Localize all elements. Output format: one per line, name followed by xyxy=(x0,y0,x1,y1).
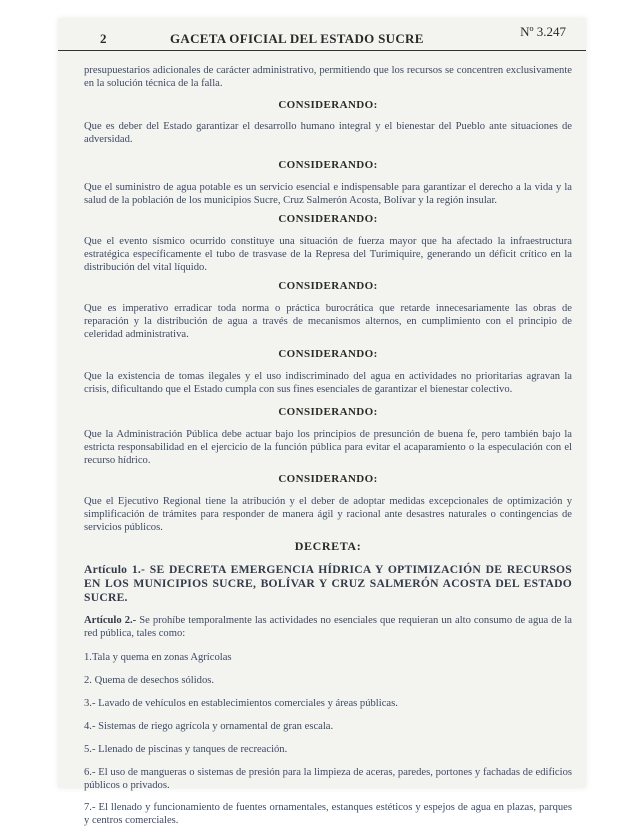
page-number: 2 xyxy=(100,31,107,46)
issue-number: Nº 3.247 xyxy=(520,24,566,39)
considerando-heading: CONSIDERANDO: xyxy=(278,473,378,485)
article-2-item: 2. Quema de desechos sólidos. xyxy=(84,675,215,686)
considerando-paragraph: Que el Ejecutivo Regional tiene la atribución y el deber de adoptar medidas excepcionales de optimización y simplificación de trámites para responder de manera ágil y racional ante desastres naturales o contingencias de servicios públicos. xyxy=(84,496,572,533)
gazette-page xyxy=(58,18,586,826)
considerando-heading: CONSIDERANDO: xyxy=(278,213,378,225)
considerando-paragraph: Que la existencia de tomas ilegales y el uso indiscriminado del agua en actividades no prioritarias agravan la crisis, dificultando que el Estado cumpla con sus fines esenciales de garantizar el bienestar colectivo. xyxy=(84,371,572,395)
considerando-heading: CONSIDERANDO: xyxy=(278,348,378,360)
article-2-item: 5.- Llenado de piscinas y tanques de recreación. xyxy=(84,744,288,755)
considerando-heading: CONSIDERANDO: xyxy=(278,99,378,111)
article-2-item: 6.- El uso de mangueras o sistemas de presión para la limpieza de aceras, paredes, portones y fachadas de edificios públicos o privados. xyxy=(84,767,572,791)
considerando-paragraph: Que la Administración Pública debe actuar bajo los principios de presunción de buena fe, pero también bajo la estricta responsabilidad en el ejercicio de la función pública para evitar el acaparamiento o la especulación con el recurso hídrico. xyxy=(84,429,572,466)
article-1-text: SE DECRETA EMERGENCIA HÍDRICA Y OPTIMIZACIÓN DE RECURSOS EN LOS MUNICIPIOS SUCRE, BOLÍVAR Y CRUZ SALMERÓN ACOSTA DEL ESTADO SUCRE. xyxy=(84,563,573,604)
considerando-heading: CONSIDERANDO: xyxy=(278,159,378,171)
article-2-item: 1.Tala y quema en zonas Agrícolas xyxy=(84,652,232,663)
considerando-paragraph: Que es imperativo erradicar toda norma o práctica burocrática que retarde innecesariamente las obras de reparación y la distribución de agua a través de mecanismos alternos, en cumplimiento con el principio de celeridad administrativa. xyxy=(84,303,572,340)
article-1-label: Artículo 1.- xyxy=(84,563,146,576)
considerando-heading: CONSIDERANDO: xyxy=(278,406,378,418)
document-body xyxy=(84,50,572,827)
article-2-text: Se prohíbe temporalmente las actividades no esenciales que requieran un alto consumo de agua de la red pública, tales como: xyxy=(84,615,572,639)
article-2-item: 7.- El llenado y funcionamiento de fuentes ornamentales, estanques estéticos y espejos de agua en plazas, parques y centros comerciales. xyxy=(84,802,572,826)
article-2-item: 3.- Lavado de vehículos en establecimientos comerciales y áreas públicas. xyxy=(84,698,398,709)
intro-paragraph: presupuestarios adicionales de carácter administrativo, permitiendo que los recursos se concentren exclusivamente en la solución técnica de la falla. xyxy=(84,65,572,89)
article-2 xyxy=(84,614,572,640)
page-header xyxy=(58,22,586,51)
considerando-paragraph: Que el suministro de agua potable es un servicio esencial e indispensable para garantizar el derecho a la vida y la salud de la población de los municipios Sucre, Cruz Salmerón Acosta, Bolívar y la región insular. xyxy=(84,182,572,206)
decreta-heading: DECRETA: xyxy=(294,539,362,553)
gazette-title: GACETA OFICIAL DEL ESTADO SUCRE xyxy=(170,31,424,46)
article-2-item: 4.- Sistemas de riego agrícola y ornamental de gran escala. xyxy=(84,721,334,732)
considerando-paragraph: Que es deber del Estado garantizar el desarrollo humano integral y el bienestar del Pueblo ante situaciones de adversidad. xyxy=(84,121,572,145)
considerando-paragraph: Que el evento sísmico ocurrido constituye una situación de fuerza mayor que ha afectado la infraestructura estratégica específicamente el tubo de trasvase de la Represa del Turimiquire, generando un déficit crítico en la distribución del vital líquido. xyxy=(84,236,572,273)
article-1 xyxy=(84,563,572,605)
considerando-heading: CONSIDERANDO: xyxy=(278,280,378,292)
article-2-label: Artículo 2.- xyxy=(84,615,137,626)
